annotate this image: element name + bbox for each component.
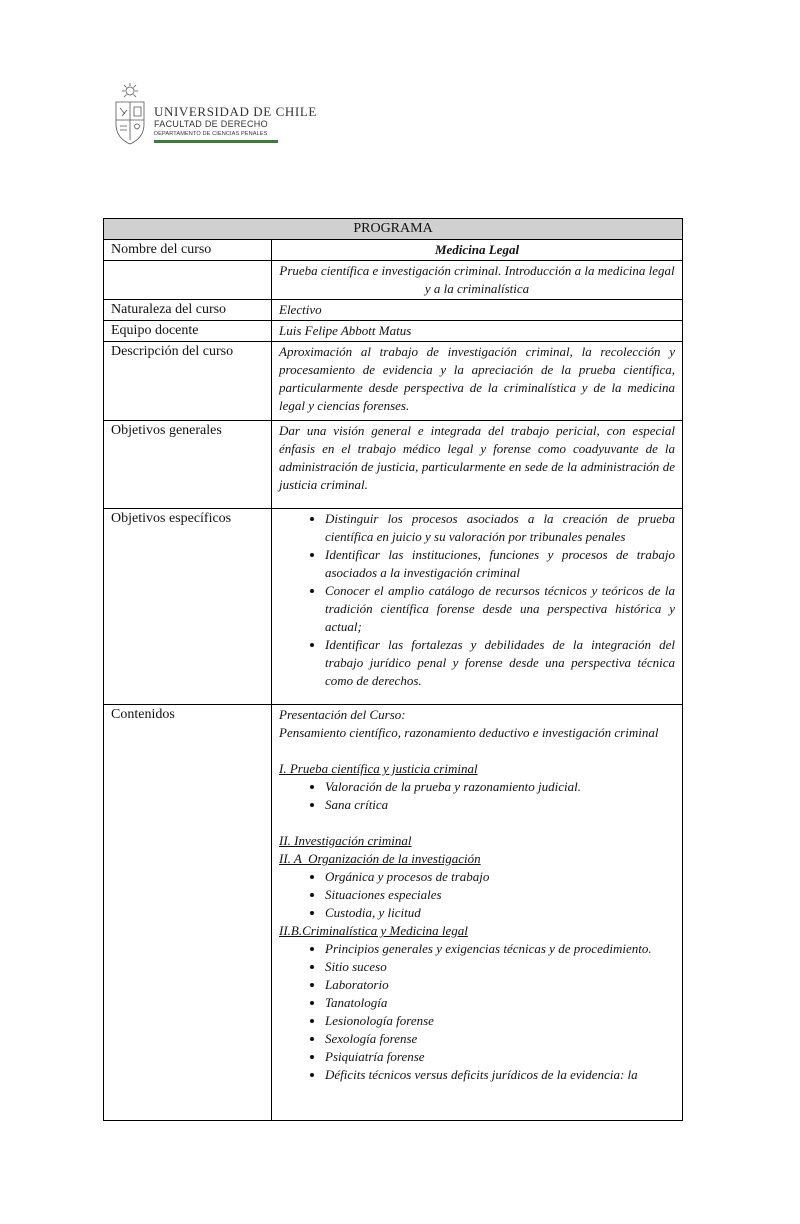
table-row <box>104 705 683 1121</box>
faculty-name: FACULTAD DE DERECHO <box>154 119 268 129</box>
general-objectives-label: Objetivos generales <box>104 421 272 509</box>
list-item: • Sexología forense <box>325 1030 675 1048</box>
nature-value: Electivo <box>272 300 683 321</box>
list-item: • Déficits técnicos versus deficits jurídicos de la evidencia: la <box>325 1066 675 1084</box>
specific-objectives-list <box>279 510 675 690</box>
section-2a-title: II. A Organización de la investigación <box>279 851 481 866</box>
description-value: Aproximación al trabajo de investigación criminal, la recolección y procesamiento de evidencia y la apreciación de la prueba científica, particularmente desde perspectiva de la criminalística y de la medicina legal y ciencias forenses. <box>272 342 683 421</box>
list-item: • Laboratorio <box>325 976 675 994</box>
list-item: • Principios generales y exigencias técnicas y de procedimiento. <box>325 940 675 958</box>
list-item: • Psiquiatría forense <box>325 1048 675 1066</box>
table-row <box>104 240 683 261</box>
nature-label: Naturaleza del curso <box>104 300 272 321</box>
section-1-list <box>279 778 675 814</box>
university-name: UNIVERSIDAD DE CHILE <box>154 104 317 119</box>
list-item: • Custodia, y licitud <box>325 904 675 922</box>
contents-label: Contenidos <box>104 705 272 1121</box>
presentation-title: Presentación del Curso: <box>279 707 406 722</box>
specific-objectives-value <box>272 509 683 705</box>
general-objectives-value: Dar una visión general e integrada del trabajo pericial, con especial énfasis en el trabajo médico legal y forense como coadyuvante de la administración de justicia, particularmente en sede de la administración de justicia criminal. <box>272 421 683 509</box>
course-name: Medicina Legal <box>272 240 683 261</box>
section-1-title: I. Prueba científica y justicia criminal <box>279 761 478 776</box>
list-item: • Situaciones especiales <box>325 886 675 904</box>
list-item: • Sana crítica <box>325 796 675 814</box>
program-header: PROGRAMA <box>104 219 683 240</box>
list-item: • Conocer el amplio catálogo de recursos técnicos y teóricos de la tradición científica forense desde una perspectiva histórica y actual; <box>325 582 675 636</box>
table-row <box>104 300 683 321</box>
table-row <box>104 509 683 705</box>
list-item: • Sitio suceso <box>325 958 675 976</box>
team-value: Luis Felipe Abbott Matus <box>272 321 683 342</box>
presentation-text: Pensamiento científico, razonamiento deductivo e investigación criminal <box>279 725 659 740</box>
university-crest-icon <box>112 82 148 146</box>
table-row <box>104 421 683 509</box>
section-2-title: II. Investigación criminal <box>279 833 412 848</box>
section-2b-title: II.B.Criminalística y Medicina legal <box>279 923 468 938</box>
description-label: Descripción del curso <box>104 342 272 421</box>
contents-value <box>272 705 683 1121</box>
program-header-row <box>104 219 683 240</box>
list-item: • Orgánica y procesos de trabajo <box>325 868 675 886</box>
list-item: • Identificar las instituciones, funciones y procesos de trabajo asociados a la investigación criminal <box>325 546 675 582</box>
section-2a-list <box>279 868 675 922</box>
list-item: • Distinguir los procesos asociados a la creación de prueba científica en juicio y su valoración por tribunales penales <box>325 510 675 546</box>
university-logo <box>112 82 317 146</box>
logo-underline <box>154 140 278 143</box>
list-item: • Valoración de la prueba y razonamiento judicial. <box>325 778 675 796</box>
list-item: • Tanatología <box>325 994 675 1012</box>
list-item: • Identificar las fortalezas y debilidades de la integración del trabajo jurídico penal y forense desde una perspectiva técnica como de derechos. <box>325 636 675 690</box>
table-row <box>104 342 683 421</box>
table-row <box>104 321 683 342</box>
course-name-label: Nombre del curso <box>104 240 272 261</box>
table-row <box>104 261 683 300</box>
section-2b-list <box>279 940 675 1084</box>
team-label: Equipo docente <box>104 321 272 342</box>
program-table <box>103 218 683 1121</box>
specific-objectives-label: Objetivos específicos <box>104 509 272 705</box>
course-subtitle: Prueba científica e investigación criminal. Introducción a la medicina legal y a la criminalística <box>272 261 683 300</box>
empty-label-cell <box>104 261 272 300</box>
department-name: DEPARTAMENTO DE CIENCIAS PENALES <box>154 131 268 137</box>
list-item: • Lesionología forense <box>325 1012 675 1030</box>
